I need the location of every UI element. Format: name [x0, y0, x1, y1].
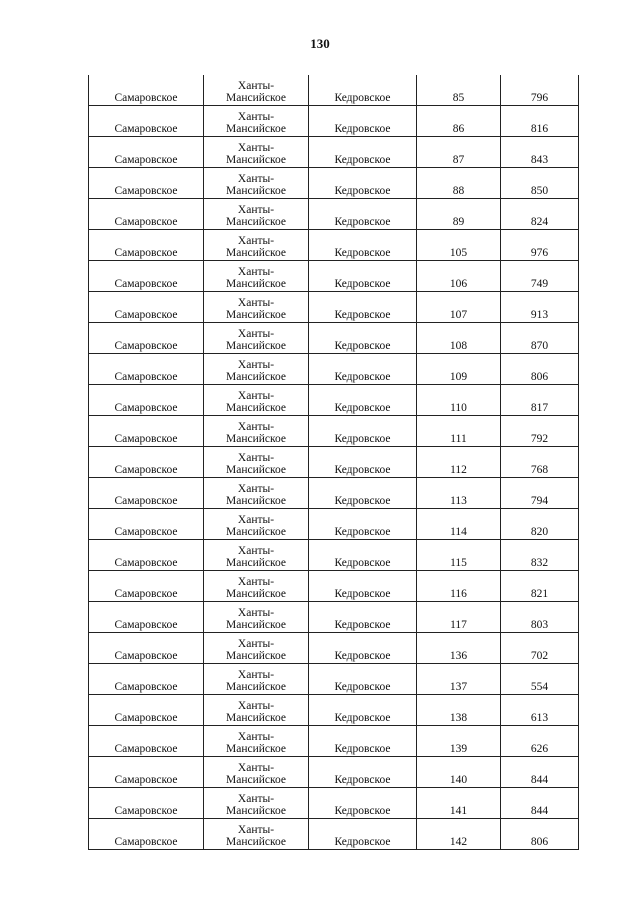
forestry-name-cell: Самаровское: [89, 385, 204, 416]
forestry-name-cell: Самаровское: [89, 199, 204, 230]
district-name-line2: Мансийское: [226, 836, 286, 848]
quarter-number-cell: 136: [417, 633, 501, 664]
forestry-name-cell: Самаровское: [89, 230, 204, 261]
quarter-number-cell: 137: [417, 664, 501, 695]
forestry-name-cell: Самаровское: [89, 602, 204, 633]
district-name-line2: Мансийское: [226, 154, 286, 166]
section-forestry-cell: Кедровское: [309, 323, 417, 354]
area-value-cell: 768: [501, 447, 579, 478]
district-name-line1: Ханты-: [237, 514, 275, 526]
area-value-cell: 843: [501, 137, 579, 168]
district-name-line2: Мансийское: [226, 619, 286, 631]
district-name-line1: Ханты-: [237, 204, 275, 216]
district-cell: [204, 354, 309, 385]
district-cell: [204, 633, 309, 664]
table-row: [89, 230, 579, 261]
table-row: [89, 757, 579, 788]
district-cell: [204, 75, 309, 106]
district-cell: [204, 323, 309, 354]
area-value-cell: 870: [501, 323, 579, 354]
district-cell: [204, 540, 309, 571]
table-row: [89, 664, 579, 695]
area-value-cell: 817: [501, 385, 579, 416]
area-value-cell: 702: [501, 633, 579, 664]
table-row: [89, 726, 579, 757]
quarter-number-cell: 112: [417, 447, 501, 478]
forestry-name-cell: Самаровское: [89, 137, 204, 168]
forestry-name-cell: Самаровское: [89, 478, 204, 509]
area-value-cell: 806: [501, 819, 579, 850]
district-name-line2: Мансийское: [226, 805, 286, 817]
forestry-name-cell: Самаровское: [89, 571, 204, 602]
section-forestry-cell: Кедровское: [309, 75, 417, 106]
district-name-line2: Мансийское: [226, 309, 286, 321]
quarter-number-cell: 139: [417, 726, 501, 757]
district-name-line2: Мансийское: [226, 681, 286, 693]
table-body: [89, 75, 579, 850]
district-name-line2: Мансийское: [226, 743, 286, 755]
district-name-line1: Ханты-: [237, 483, 275, 495]
district-name-line1: Ханты-: [237, 793, 275, 805]
forestry-name-cell: Самаровское: [89, 106, 204, 137]
quarter-number-cell: 89: [417, 199, 501, 230]
area-value-cell: 850: [501, 168, 579, 199]
district-cell: [204, 664, 309, 695]
area-value-cell: 913: [501, 292, 579, 323]
district-name-line1: Ханты-: [237, 452, 275, 464]
district-name-line2: Мансийское: [226, 216, 286, 228]
district-name-line2: Мансийское: [226, 650, 286, 662]
district-cell: [204, 695, 309, 726]
forestry-name-cell: Самаровское: [89, 788, 204, 819]
district-cell: [204, 199, 309, 230]
forestry-name-cell: Самаровское: [89, 819, 204, 850]
quarter-number-cell: 106: [417, 261, 501, 292]
section-forestry-cell: Кедровское: [309, 416, 417, 447]
district-name-line2: Мансийское: [226, 123, 286, 135]
district-name-line2: Мансийское: [226, 712, 286, 724]
forest-registry-table: [88, 75, 579, 850]
district-name-line2: Мансийское: [226, 464, 286, 476]
section-forestry-cell: Кедровское: [309, 292, 417, 323]
table-row: [89, 354, 579, 385]
area-value-cell: 821: [501, 571, 579, 602]
table-row: [89, 447, 579, 478]
forestry-name-cell: Самаровское: [89, 757, 204, 788]
forestry-name-cell: Самаровское: [89, 416, 204, 447]
district-name-line1: Ханты-: [237, 142, 275, 154]
district-name-line2: Мансийское: [226, 278, 286, 290]
area-value-cell: 824: [501, 199, 579, 230]
district-name-line2: Мансийское: [226, 774, 286, 786]
quarter-number-cell: 107: [417, 292, 501, 323]
district-name-line2: Мансийское: [226, 402, 286, 414]
district-name-line2: Мансийское: [226, 371, 286, 383]
section-forestry-cell: Кедровское: [309, 509, 417, 540]
district-name-line1: Ханты-: [237, 700, 275, 712]
district-name-line1: Ханты-: [237, 576, 275, 588]
district-cell: [204, 478, 309, 509]
section-forestry-cell: Кедровское: [309, 106, 417, 137]
area-value-cell: 796: [501, 75, 579, 106]
section-forestry-cell: Кедровское: [309, 168, 417, 199]
table-row: [89, 695, 579, 726]
area-value-cell: 792: [501, 416, 579, 447]
table-row: [89, 571, 579, 602]
section-forestry-cell: Кедровское: [309, 757, 417, 788]
district-name-line1: Ханты-: [237, 421, 275, 433]
table-row: [89, 292, 579, 323]
section-forestry-cell: Кедровское: [309, 447, 417, 478]
forestry-name-cell: Самаровское: [89, 323, 204, 354]
district-name-line1: Ханты-: [237, 545, 275, 557]
section-forestry-cell: Кедровское: [309, 819, 417, 850]
forestry-name-cell: Самаровское: [89, 633, 204, 664]
quarter-number-cell: 88: [417, 168, 501, 199]
section-forestry-cell: Кедровское: [309, 788, 417, 819]
district-name-line1: Ханты-: [237, 266, 275, 278]
district-name-line1: Ханты-: [237, 297, 275, 309]
district-cell: [204, 230, 309, 261]
quarter-number-cell: 111: [417, 416, 501, 447]
quarter-number-cell: 115: [417, 540, 501, 571]
area-value-cell: 844: [501, 788, 579, 819]
district-name-line1: Ханты-: [237, 328, 275, 340]
district-name-line2: Мансийское: [226, 588, 286, 600]
table-row: [89, 633, 579, 664]
table-row: [89, 416, 579, 447]
district-name-line1: Ханты-: [237, 607, 275, 619]
table-row: [89, 323, 579, 354]
table-row: [89, 509, 579, 540]
area-value-cell: 806: [501, 354, 579, 385]
district-name-line2: Мансийское: [226, 185, 286, 197]
table-row: [89, 75, 579, 106]
district-name-line1: Ханты-: [237, 111, 275, 123]
district-cell: [204, 261, 309, 292]
district-cell: [204, 385, 309, 416]
district-name-line2: Мансийское: [226, 495, 286, 507]
table-row: [89, 602, 579, 633]
district-cell: [204, 416, 309, 447]
section-forestry-cell: Кедровское: [309, 540, 417, 571]
area-value-cell: 794: [501, 478, 579, 509]
quarter-number-cell: 109: [417, 354, 501, 385]
area-value-cell: 749: [501, 261, 579, 292]
district-name-line2: Мансийское: [226, 526, 286, 538]
district-name-line1: Ханты-: [237, 638, 275, 650]
section-forestry-cell: Кедровское: [309, 695, 417, 726]
table-row: [89, 106, 579, 137]
district-name-line1: Ханты-: [237, 390, 275, 402]
area-value-cell: 832: [501, 540, 579, 571]
quarter-number-cell: 86: [417, 106, 501, 137]
forestry-name-cell: Самаровское: [89, 261, 204, 292]
district-cell: [204, 726, 309, 757]
table-row: [89, 385, 579, 416]
section-forestry-cell: Кедровское: [309, 261, 417, 292]
district-name-line1: Ханты-: [237, 173, 275, 185]
page-number: 130: [310, 36, 330, 51]
area-value-cell: 816: [501, 106, 579, 137]
area-value-cell: 626: [501, 726, 579, 757]
district-cell: [204, 509, 309, 540]
district-name-line2: Мансийское: [226, 557, 286, 569]
district-cell: [204, 757, 309, 788]
district-name-line1: Ханты-: [237, 824, 275, 836]
quarter-number-cell: 116: [417, 571, 501, 602]
forestry-name-cell: Самаровское: [89, 447, 204, 478]
district-name-line1: Ханты-: [237, 359, 275, 371]
district-cell: [204, 571, 309, 602]
quarter-number-cell: 138: [417, 695, 501, 726]
section-forestry-cell: Кедровское: [309, 354, 417, 385]
forestry-name-cell: Самаровское: [89, 292, 204, 323]
section-forestry-cell: Кедровское: [309, 137, 417, 168]
section-forestry-cell: Кедровское: [309, 664, 417, 695]
district-name-line2: Мансийское: [226, 340, 286, 352]
table-row: [89, 261, 579, 292]
area-value-cell: 844: [501, 757, 579, 788]
forestry-name-cell: Самаровское: [89, 695, 204, 726]
district-name-line2: Мансийское: [226, 92, 286, 104]
district-name-line2: Мансийское: [226, 247, 286, 259]
quarter-number-cell: 108: [417, 323, 501, 354]
district-name-line1: Ханты-: [237, 80, 275, 92]
table-row: [89, 478, 579, 509]
area-value-cell: 554: [501, 664, 579, 695]
area-value-cell: 976: [501, 230, 579, 261]
district-cell: [204, 168, 309, 199]
area-value-cell: 613: [501, 695, 579, 726]
district-name-line1: Ханты-: [237, 669, 275, 681]
district-name-line1: Ханты-: [237, 731, 275, 743]
section-forestry-cell: Кедровское: [309, 230, 417, 261]
district-name-line1: Ханты-: [237, 235, 275, 247]
table-row: [89, 168, 579, 199]
quarter-number-cell: 114: [417, 509, 501, 540]
district-cell: [204, 788, 309, 819]
section-forestry-cell: Кедровское: [309, 633, 417, 664]
district-cell: [204, 819, 309, 850]
area-value-cell: 803: [501, 602, 579, 633]
table-row: [89, 540, 579, 571]
table-row: [89, 199, 579, 230]
quarter-number-cell: 113: [417, 478, 501, 509]
section-forestry-cell: Кедровское: [309, 602, 417, 633]
forestry-name-cell: Самаровское: [89, 726, 204, 757]
area-value-cell: 820: [501, 509, 579, 540]
forestry-name-cell: Самаровское: [89, 75, 204, 106]
district-name-line2: Мансийское: [226, 433, 286, 445]
forestry-name-cell: Самаровское: [89, 540, 204, 571]
table-row: [89, 788, 579, 819]
district-cell: [204, 106, 309, 137]
section-forestry-cell: Кедровское: [309, 478, 417, 509]
table-row: [89, 819, 579, 850]
forestry-name-cell: Самаровское: [89, 509, 204, 540]
quarter-number-cell: 85: [417, 75, 501, 106]
quarter-number-cell: 142: [417, 819, 501, 850]
forestry-name-cell: Самаровское: [89, 168, 204, 199]
table-row: [89, 137, 579, 168]
section-forestry-cell: Кедровское: [309, 385, 417, 416]
district-cell: [204, 447, 309, 478]
quarter-number-cell: 87: [417, 137, 501, 168]
forestry-name-cell: Самаровское: [89, 664, 204, 695]
quarter-number-cell: 117: [417, 602, 501, 633]
district-cell: [204, 137, 309, 168]
district-name-line1: Ханты-: [237, 762, 275, 774]
section-forestry-cell: Кедровское: [309, 571, 417, 602]
district-cell: [204, 292, 309, 323]
section-forestry-cell: Кедровское: [309, 726, 417, 757]
forestry-name-cell: Самаровское: [89, 354, 204, 385]
quarter-number-cell: 110: [417, 385, 501, 416]
district-cell: [204, 602, 309, 633]
quarter-number-cell: 140: [417, 757, 501, 788]
quarter-number-cell: 141: [417, 788, 501, 819]
section-forestry-cell: Кедровское: [309, 199, 417, 230]
quarter-number-cell: 105: [417, 230, 501, 261]
